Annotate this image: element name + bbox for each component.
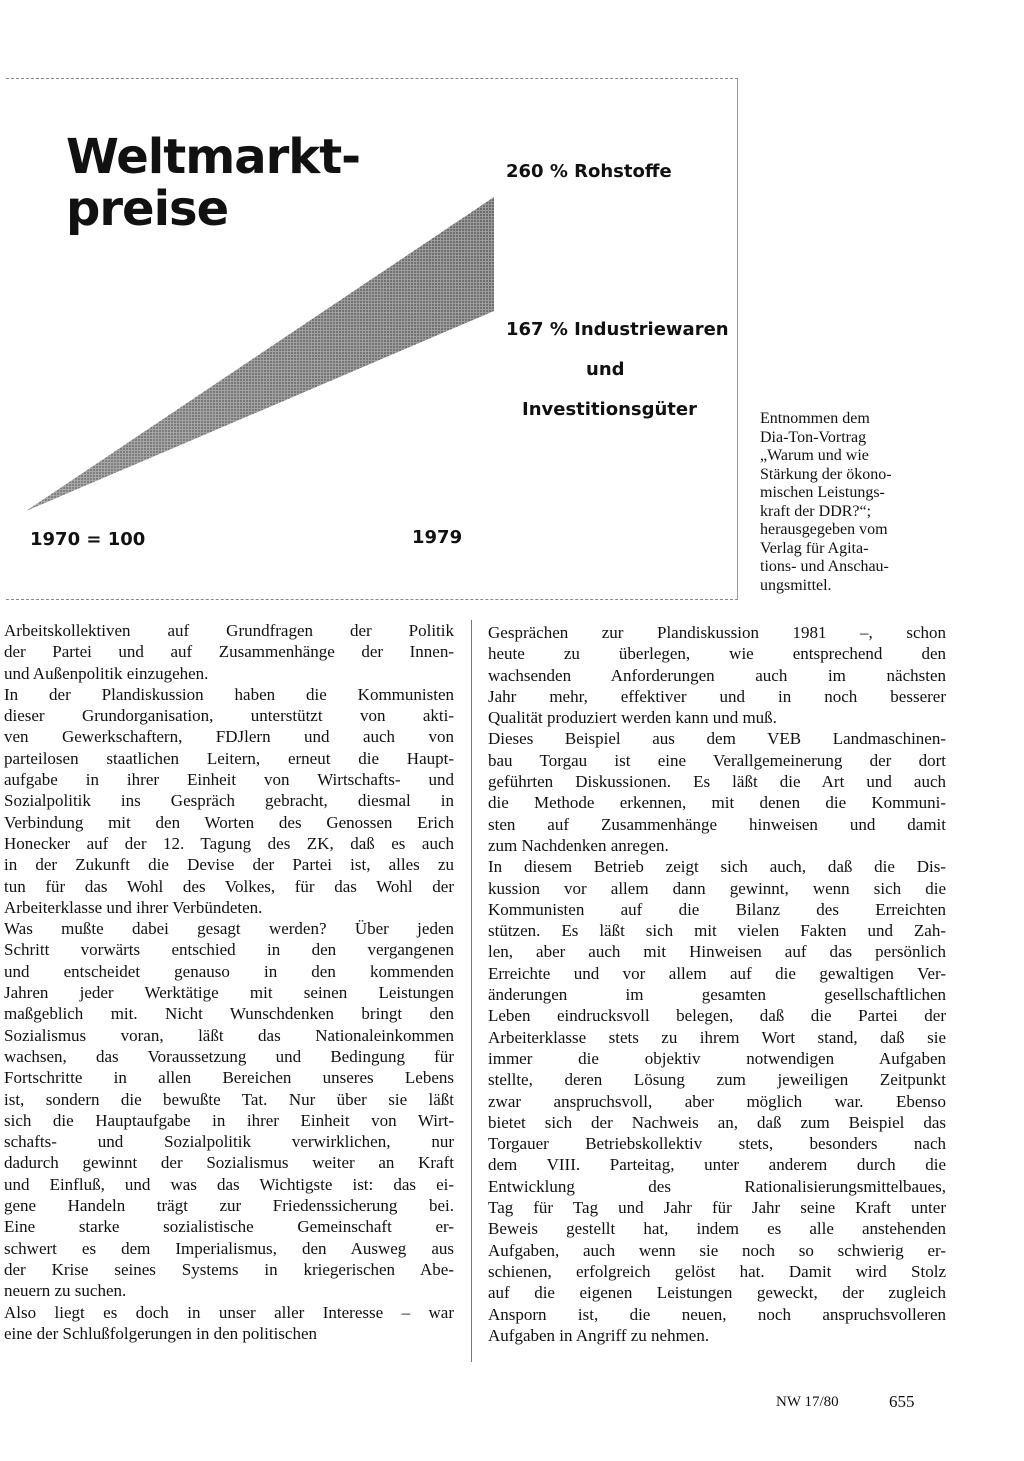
text-line: Arbeitskollektiven auf Grundfragen der Politik: [4, 621, 454, 640]
text-line: und Einfluß, und was das Wichtigste ist: das ei-: [4, 1174, 454, 1194]
label-end-year: 1979: [412, 527, 463, 548]
caption-line: tions- und Anschau-: [760, 558, 889, 575]
text-line: änderungen im gesamten gesellschaftlichen: [488, 985, 946, 1005]
text-line: Ansporn ist, die neuen, noch anspruchsvolleren: [488, 1304, 946, 1324]
text-line: in der Zukunft die Devise der Partei ist, alles zu: [4, 855, 454, 875]
text-line: und entscheidet genauso in den kommenden: [4, 961, 454, 981]
text-line: len, aber auch mit Hinweisen auf das persönlich: [488, 942, 946, 962]
text-line: In der Plandiskussion haben die Kommunisten: [4, 684, 454, 704]
text-line: bietet sich der Nachweis an, daß zum Beispiel das: [488, 1112, 946, 1132]
text-line: stellte, deren Lösung zum jeweiligen Zeitpunkt: [488, 1070, 946, 1090]
text-line: Verbindung mit den Worten des Genossen Erich: [4, 812, 454, 832]
caption-line: kraft der DDR?“;: [760, 502, 872, 520]
text-line: aufgabe in ihrer Einheit von Wirtschafts- und: [4, 770, 454, 790]
text-line: immer die objektiv notwendigen Aufgaben: [488, 1048, 946, 1068]
text-line: sich die Hauptaufgabe in ihrer Einheit von Wirt-: [4, 1110, 454, 1130]
page-number: 655: [889, 1392, 915, 1411]
text-line: Entwicklung des Rationalisierungsmittelbaues,: [488, 1176, 946, 1196]
text-line: tun für das Wohl des Volkes, für das Wohl der: [4, 876, 454, 896]
text-line: Gesprächen zur Plandiskussion 1981 –, schon: [488, 623, 946, 642]
text-line: und Außenpolitik einzugehen.: [4, 663, 209, 683]
text-line: wachsen, das Voraussetzung und Bedingung für: [4, 1046, 454, 1066]
text-line: der Partei und auf Zusammenhänge der Innen-: [4, 642, 454, 662]
column-divider: [471, 620, 472, 1362]
text-line: parteilosen staatlichen Leitern, erneut die Haupt-: [4, 748, 454, 768]
text-line: ist, sondern die bewußte Tat. Nur über sie läßt: [4, 1089, 454, 1109]
text-line: Jahren jeder Werktätige mit seinen Leistungen: [4, 983, 454, 1003]
label-base-year: 1970 = 100: [30, 529, 146, 550]
text-line: schienen, erfolgreich gelöst hat. Damit wird Stolz: [488, 1261, 946, 1281]
text-line: wachsenden Anforderungen auch im nächsten: [488, 665, 946, 685]
figure-caption: [760, 410, 946, 595]
text-line: Schritt vorwärts entschied in den vergangenen: [4, 940, 454, 960]
text-line: kussion vor allem dann gewinnt, wenn sich die: [488, 878, 946, 898]
text-line: neuern zu suchen.: [4, 1281, 127, 1301]
text-line: bau Torgau ist eine Verallgemeinerung der dort: [488, 750, 946, 770]
figure-weltmarktpreise: [6, 78, 738, 600]
caption-line: herausgegeben vom: [760, 521, 888, 538]
text-line: Jahr mehr, effektiver und in noch besserer: [488, 686, 946, 706]
label-rohstoffe: 260 % Rohstoffe: [506, 161, 672, 182]
text-line: Erreichte und vor allem auf die gewaltigen Ver-: [488, 963, 946, 983]
caption-line: „Warum und wie: [760, 447, 869, 464]
figure-title: Weltmarkt- preise: [66, 129, 361, 237]
caption-line: ungsmittel.: [760, 576, 832, 594]
text-line: dem VIII. Parteitag, unter anderem durch die: [488, 1155, 946, 1175]
text-line: Honecker auf der 12. Tagung des ZK, daß es auch: [4, 833, 454, 853]
text-line: Beweis gestellt hat, indem es alle anstehenden: [488, 1219, 946, 1239]
text-line: In diesem Betrieb zeigt sich auch, daß die Dis-: [488, 857, 946, 877]
text-line: Aufgaben in Angriff zu nehmen.: [488, 1325, 710, 1345]
article-column-right: [488, 622, 946, 1346]
text-line: geführten Diskussionen. Es läßt die Art und auch: [488, 772, 946, 792]
label-industriewaren: 167 % Industriewaren: [506, 319, 729, 340]
text-line: maßgeblich mit. Nicht Wunschdenken bringt den: [4, 1004, 454, 1024]
text-line: Arbeiterklasse und ihrer Verbündeten.: [4, 897, 263, 917]
text-line: Was mußte dabei gesagt werden? Über jeden: [4, 919, 454, 939]
text-line: zwar anspruchsvoll, aber möglich war. Ebenso: [488, 1091, 946, 1111]
text-line: dieser Grundorganisation, unterstützt von akti-: [4, 706, 454, 726]
magazine-issue: NW 17/80: [776, 1394, 839, 1410]
text-line: schwert es dem Imperialismus, den Ausweg aus: [4, 1238, 454, 1258]
text-line: Leben eindrucksvoll belegen, daß die Partei der: [488, 1006, 946, 1026]
text-line: Also liegt es doch in unser aller Interesse – war: [4, 1302, 454, 1322]
text-line: die Methode erkennen, mit denen die Kommuni-: [488, 793, 946, 813]
text-line: Torgauer Betriebskollektiv stets, besonders nach: [488, 1134, 946, 1154]
text-line: Qualität produziert werden kann und muß.: [488, 708, 777, 728]
text-line: Aufgaben, auch wenn sie noch so schwierig er-: [488, 1240, 946, 1260]
label-und: und: [586, 359, 625, 380]
text-line: Sozialismus voran, läßt das Nationaleinkommen: [4, 1025, 454, 1045]
caption-line: Verlag für Agita-: [760, 539, 869, 557]
label-investitionsgueter: Investitionsgüter: [522, 399, 697, 420]
text-line: Eine starke sozialistische Gemeinschaft er-: [4, 1217, 454, 1237]
text-line: schafts- und Sozialpolitik verwirklichen, nur: [4, 1132, 454, 1152]
text-line: Sozialpolitik ins Gespräch gebracht, diesmal in: [4, 791, 454, 811]
text-line: stützen. Es läßt sich mit vielen Fakten und Zah-: [488, 921, 946, 941]
caption-line: Dia-Ton-Vortrag: [760, 428, 867, 446]
text-line: eine der Schlußfolgerungen in den politischen: [4, 1323, 317, 1343]
text-line: Arbeiterklasse stets zu ihrem Wort stand, daß sie: [488, 1027, 946, 1047]
caption-line: mischen Leistungs-: [760, 484, 885, 501]
text-line: Fortschritte in allen Bereichen unseres Lebens: [4, 1068, 454, 1088]
text-line: Tag für Tag und Jahr für Jahr seine Kraft unter: [488, 1198, 946, 1218]
text-line: der Krise seines Systems in kriegerischen Abe-: [4, 1259, 454, 1279]
text-line: sten auf Zusammenhänge hinweisen und damit: [488, 814, 946, 834]
caption-line: Entnommen dem: [760, 410, 870, 427]
text-line: Kommunisten auf die Bilanz des Erreichten: [488, 899, 946, 919]
text-line: heute zu überlegen, wie entsprechend den: [488, 644, 946, 664]
caption-line: Stärkung der ökono-: [760, 465, 892, 483]
article-column-left: [4, 620, 454, 1344]
text-line: Dieses Beispiel aus dem VEB Landmaschinen-: [488, 729, 946, 749]
text-line: dadurch gewinnt der Sozialismus weiter an Kraft: [4, 1153, 454, 1173]
text-line: ven Gewerkschaftern, FDJlern und auch von: [4, 727, 454, 747]
text-line: auf die eigenen Leistungen geweckt, der zugleich: [488, 1283, 946, 1303]
text-line: zum Nachdenken anregen.: [488, 835, 669, 855]
text-line: gene Handeln trägt zur Friedenssicherung bei.: [4, 1196, 454, 1216]
